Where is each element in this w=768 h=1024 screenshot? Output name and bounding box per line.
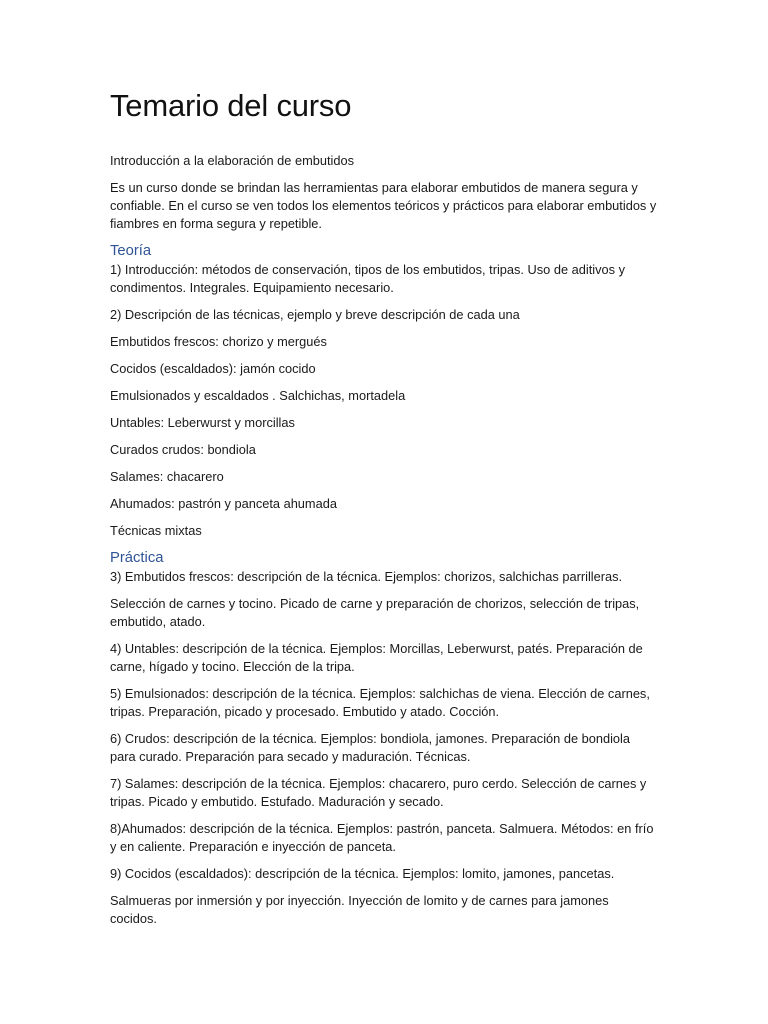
paragraph: 9) Cocidos (escaldados): descripción de la técnica. Ejemplos: lomito, jamones, pancetas. — [110, 866, 615, 881]
paragraph: 8)Ahumados: descripción de la técnica. Ejemplos: pastrón, panceta. Salmuera. Métodos: en frío y en caliente. Preparación e inyección de panceta. — [110, 821, 654, 854]
section-teoria — [110, 242, 658, 540]
paragraph: Salames: chacarero — [110, 469, 224, 484]
paragraph: Ahumados: pastrón y panceta ahumada — [110, 496, 337, 511]
page-title: Temario del curso — [110, 88, 352, 123]
paragraph: Curados crudos: bondiola — [110, 442, 256, 457]
paragraph: 4) Untables: descripción de la técnica. Ejemplos: Morcillas, Leberwurst, patés. Preparación de carne, hígado y tocino. Elección de la tripa. — [110, 641, 643, 674]
paragraph: Cocidos (escaldados): jamón cocido — [110, 361, 316, 376]
paragraph: Untables: Leberwurst y morcillas — [110, 415, 295, 430]
paragraph: 1) Introducción: métodos de conservación, tipos de los embutidos, tripas. Uso de aditivos y condimentos. Integrales. Equipamiento necesario. — [110, 262, 625, 295]
section-heading: Teoría — [110, 243, 152, 259]
paragraph: 3) Embutidos frescos: descripción de la técnica. Ejemplos: chorizos, salchichas parrilleras. — [110, 569, 623, 584]
paragraph: 7) Salames: descripción de la técnica. Ejemplos: chacarero, puro cerdo. Selección de carnes y tripas. Picado y embutido. Estufado. Maduración y secado. — [110, 776, 647, 809]
paragraph: Salmueras por inmersión y por inyección. Inyección de lomito y de carnes para jamones cocidos. — [110, 893, 609, 926]
paragraph: 6) Crudos: descripción de la técnica. Ejemplos: bondiola, jamones. Preparación de bondiola para curado. Preparación para secado y maduración. Técnicas. — [110, 731, 630, 764]
paragraph: 5) Emulsionados: descripción de la técnica. Ejemplos: salchichas de viena. Elección de carnes, tripas. Preparación, picado y procesado. Embutido y atado. Cocción. — [110, 686, 650, 719]
paragraph: Emulsionados y escaldados . Salchichas, mortadela — [110, 388, 406, 403]
paragraph: Embutidos frescos: chorizo y mergués — [110, 334, 327, 349]
intro-line: Introducción a la elaboración de embutidos — [110, 153, 355, 168]
course-description: Es un curso donde se brindan las herramientas para elaborar embutidos de manera segura y confiable. En el curso se ven todos los elementos teóricos y prácticos para elaborar embutidos y fiambres en forma segura y repetible. — [110, 180, 657, 231]
paragraph: Técnicas mixtas — [110, 523, 202, 538]
section-practica — [110, 549, 658, 928]
section-heading: Práctica — [110, 550, 164, 566]
paragraph: Selección de carnes y tocino. Picado de carne y preparación de chorizos, selección de tripas, embutido, atado. — [110, 596, 640, 629]
paragraph: 2) Descripción de las técnicas, ejemplo y breve descripción de cada una — [110, 307, 520, 322]
